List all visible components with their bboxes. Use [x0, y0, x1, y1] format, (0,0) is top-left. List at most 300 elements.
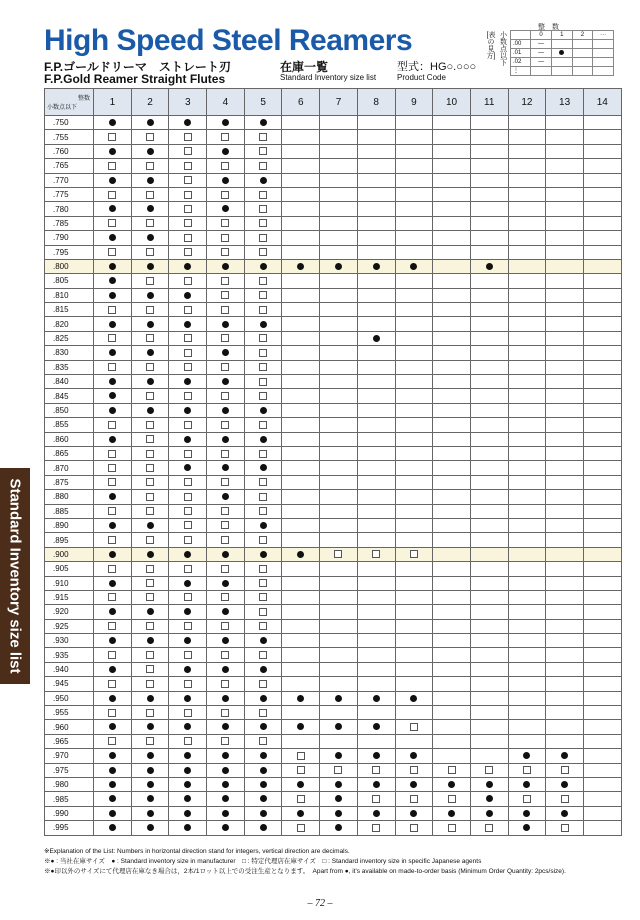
open-square-icon: [221, 593, 229, 601]
agent-stock-cell: [244, 159, 282, 173]
empty-cell: [395, 159, 433, 173]
row-label: .950: [45, 691, 94, 705]
manufacturer-stock-cell: [244, 691, 282, 705]
empty-cell: [282, 446, 320, 460]
manufacturer-stock-cell: [508, 749, 546, 763]
open-square-icon: [108, 593, 116, 601]
filled-dot-icon: [184, 695, 191, 702]
notes: [44, 847, 634, 877]
open-square-icon: [146, 191, 154, 199]
open-square-icon: [372, 795, 380, 803]
manufacturer-stock-cell: [244, 749, 282, 763]
open-square-icon: [221, 565, 229, 573]
filled-dot-icon: [260, 551, 267, 558]
table-row: [45, 792, 622, 806]
agent-stock-cell: [131, 187, 169, 201]
open-square-icon: [410, 824, 418, 832]
agent-stock-cell: [207, 360, 245, 374]
filled-dot-icon: [335, 695, 342, 702]
empty-cell: [395, 346, 433, 360]
table-row: [45, 475, 622, 489]
inventory-table: [44, 88, 622, 836]
legend-cell: [593, 67, 614, 76]
filled-dot-icon: [373, 752, 380, 759]
open-square-icon: [485, 766, 493, 774]
filled-dot-icon: [147, 349, 154, 356]
row-label: .805: [45, 274, 94, 288]
row-label: .990: [45, 806, 94, 820]
empty-cell: [583, 619, 621, 633]
row-label: .820: [45, 317, 94, 331]
open-square-icon: [221, 478, 229, 486]
empty-cell: [433, 216, 471, 230]
agent-stock-cell: [94, 619, 132, 633]
table-corner: [45, 89, 94, 116]
column-header: 9: [395, 89, 433, 116]
agent-stock-cell: [94, 216, 132, 230]
manufacturer-stock-cell: [282, 806, 320, 820]
table-row: [45, 562, 622, 576]
filled-dot-icon: [222, 464, 229, 471]
manufacturer-stock-cell: [244, 317, 282, 331]
agent-stock-cell: [244, 360, 282, 374]
table-row: [45, 231, 622, 245]
manufacturer-stock-cell: [169, 821, 207, 835]
agent-stock-cell: [244, 734, 282, 748]
empty-cell: [395, 375, 433, 389]
empty-cell: [320, 677, 358, 691]
open-square-icon: [221, 680, 229, 688]
empty-cell: [583, 375, 621, 389]
open-square-icon: [221, 363, 229, 371]
filled-dot-icon: [184, 637, 191, 644]
row-label: .785: [45, 216, 94, 230]
filled-dot-icon: [222, 795, 229, 802]
agent-stock-cell: [244, 418, 282, 432]
manufacturer-stock-cell: [207, 403, 245, 417]
empty-cell: [508, 590, 546, 604]
legend-cell: —: [531, 58, 552, 67]
empty-cell: [470, 490, 508, 504]
filled-dot-icon: [109, 723, 116, 730]
agent-stock-cell: [244, 648, 282, 662]
empty-cell: [320, 144, 358, 158]
manufacturer-stock-cell: [320, 806, 358, 820]
manufacturer-stock-cell: [94, 490, 132, 504]
empty-cell: [433, 245, 471, 259]
agent-stock-cell: [282, 749, 320, 763]
manufacturer-stock-cell: [395, 691, 433, 705]
empty-cell: [583, 317, 621, 331]
filled-dot-icon: [109, 767, 116, 774]
open-square-icon: [221, 392, 229, 400]
empty-cell: [583, 518, 621, 532]
agent-stock-cell: [244, 130, 282, 144]
row-label: .840: [45, 375, 94, 389]
legend-row-label: ⋮: [511, 67, 531, 76]
empty-cell: [433, 187, 471, 201]
empty-cell: [395, 173, 433, 187]
agent-stock-cell: [207, 504, 245, 518]
manufacturer-stock-cell: [131, 792, 169, 806]
table-row: [45, 821, 622, 835]
filled-dot-icon: [109, 119, 116, 126]
open-square-icon: [221, 450, 229, 458]
empty-cell: [583, 173, 621, 187]
manufacturer-stock-cell: [508, 806, 546, 820]
empty-cell: [282, 303, 320, 317]
empty-cell: [357, 173, 395, 187]
empty-cell: [583, 144, 621, 158]
filled-dot-icon: [147, 637, 154, 644]
open-square-icon: [372, 550, 380, 558]
agent-stock-cell: [470, 763, 508, 777]
filled-dot-icon: [184, 723, 191, 730]
manufacturer-stock-cell: [94, 274, 132, 288]
filled-dot-icon: [335, 810, 342, 817]
empty-cell: [470, 677, 508, 691]
empty-cell: [282, 403, 320, 417]
empty-cell: [282, 734, 320, 748]
open-square-icon: [259, 680, 267, 688]
filled-dot-icon: [184, 752, 191, 759]
filled-dot-icon: [109, 795, 116, 802]
filled-dot-icon: [410, 781, 417, 788]
manufacturer-stock-cell: [131, 317, 169, 331]
manufacturer-stock-cell: [169, 403, 207, 417]
empty-cell: [470, 245, 508, 259]
open-square-icon: [184, 349, 192, 357]
empty-cell: [546, 216, 584, 230]
agent-stock-cell: [169, 231, 207, 245]
empty-cell: [282, 461, 320, 475]
row-label: .920: [45, 605, 94, 619]
filled-dot-icon: [260, 795, 267, 802]
filled-dot-icon: [260, 781, 267, 788]
table-row: [45, 634, 622, 648]
manufacturer-stock-cell: [131, 720, 169, 734]
open-square-icon: [108, 737, 116, 745]
manufacturer-stock-cell: [207, 749, 245, 763]
table-row: [45, 187, 622, 201]
filled-dot-icon: [147, 608, 154, 615]
empty-cell: [433, 619, 471, 633]
filled-dot-icon: [410, 810, 417, 817]
agent-stock-cell: [207, 187, 245, 201]
filled-dot-icon: [410, 752, 417, 759]
filled-dot-icon: [109, 436, 116, 443]
open-square-icon: [372, 766, 380, 774]
empty-cell: [395, 130, 433, 144]
open-square-icon: [146, 651, 154, 659]
agent-stock-cell: [244, 677, 282, 691]
empty-cell: [282, 216, 320, 230]
empty-cell: [583, 634, 621, 648]
filled-dot-icon: [184, 666, 191, 673]
manufacturer-stock-cell: [207, 116, 245, 130]
empty-cell: [282, 648, 320, 662]
manufacturer-stock-cell: [169, 792, 207, 806]
open-square-icon: [259, 363, 267, 371]
empty-cell: [357, 187, 395, 201]
empty-cell: [357, 562, 395, 576]
empty-cell: [546, 346, 584, 360]
open-square-icon: [108, 536, 116, 544]
agent-stock-cell: [244, 490, 282, 504]
empty-cell: [508, 346, 546, 360]
open-square-icon: [184, 507, 192, 515]
row-label: .960: [45, 720, 94, 734]
legend-how-to-read: [表の見方]: [486, 32, 496, 60]
open-square-icon: [108, 622, 116, 630]
empty-cell: [508, 677, 546, 691]
open-square-icon: [184, 219, 192, 227]
agent-stock-cell: [244, 303, 282, 317]
agent-stock-cell: [244, 288, 282, 302]
open-square-icon: [108, 478, 116, 486]
empty-cell: [320, 116, 358, 130]
row-label: .975: [45, 763, 94, 777]
agent-stock-cell: [169, 518, 207, 532]
agent-stock-cell: [395, 821, 433, 835]
open-square-icon: [221, 234, 229, 242]
empty-cell: [508, 144, 546, 158]
manufacturer-stock-cell: [357, 806, 395, 820]
table-row: [45, 677, 622, 691]
filled-dot-icon: [222, 580, 229, 587]
filled-dot-icon: [147, 522, 154, 529]
table-row: [45, 346, 622, 360]
empty-cell: [282, 159, 320, 173]
agent-stock-cell: [395, 547, 433, 561]
filled-dot-icon: [184, 580, 191, 587]
table-row: [45, 518, 622, 532]
agent-stock-cell: [244, 605, 282, 619]
empty-cell: [320, 216, 358, 230]
agent-stock-cell: [131, 461, 169, 475]
manufacturer-stock-cell: [207, 806, 245, 820]
open-square-icon: [184, 421, 192, 429]
table-row: [45, 144, 622, 158]
agent-stock-cell: [94, 562, 132, 576]
open-square-icon: [184, 248, 192, 256]
empty-cell: [470, 231, 508, 245]
agent-stock-cell: [169, 590, 207, 604]
agent-stock-cell: [131, 360, 169, 374]
row-label: .815: [45, 303, 94, 317]
empty-cell: [320, 605, 358, 619]
row-label: .885: [45, 504, 94, 518]
table-row: [45, 590, 622, 604]
empty-cell: [433, 159, 471, 173]
filled-dot-icon: [561, 810, 568, 817]
empty-cell: [508, 375, 546, 389]
empty-cell: [320, 159, 358, 173]
legend-cell: [551, 40, 572, 49]
empty-cell: [583, 792, 621, 806]
filled-dot-icon: [147, 407, 154, 414]
empty-cell: [357, 317, 395, 331]
empty-cell: [546, 144, 584, 158]
filled-dot-icon: [109, 148, 116, 155]
manufacturer-stock-cell: [546, 806, 584, 820]
manufacturer-stock-cell: [207, 144, 245, 158]
empty-cell: [395, 461, 433, 475]
empty-cell: [546, 259, 584, 273]
empty-cell: [282, 231, 320, 245]
empty-cell: [508, 504, 546, 518]
manufacturer-stock-cell: [207, 691, 245, 705]
filled-dot-icon: [147, 551, 154, 558]
manufacturer-stock-cell: [131, 116, 169, 130]
side-tab-label: Standard Inventory size list: [6, 478, 24, 674]
filled-dot-icon: [260, 263, 267, 270]
empty-cell: [470, 432, 508, 446]
row-label: .870: [45, 461, 94, 475]
open-square-icon: [221, 709, 229, 717]
empty-cell: [395, 475, 433, 489]
table-row: [45, 691, 622, 705]
empty-cell: [546, 432, 584, 446]
open-square-icon: [146, 133, 154, 141]
filled-dot-icon: [222, 608, 229, 615]
empty-cell: [508, 159, 546, 173]
empty-cell: [320, 303, 358, 317]
manufacturer-stock-cell: [470, 806, 508, 820]
manufacturer-stock-cell: [94, 173, 132, 187]
manufacturer-stock-cell: [169, 763, 207, 777]
manufacturer-stock-cell: [169, 749, 207, 763]
filled-dot-icon: [486, 263, 493, 270]
agent-stock-cell: [169, 159, 207, 173]
legend-col-header: 2: [572, 31, 593, 40]
filled-dot-icon: [222, 436, 229, 443]
open-square-icon: [108, 363, 116, 371]
legend-row-label: .01: [511, 49, 531, 58]
empty-cell: [583, 677, 621, 691]
column-header: 7: [320, 89, 358, 116]
manufacturer-stock-cell: [207, 259, 245, 273]
empty-cell: [546, 605, 584, 619]
empty-cell: [546, 461, 584, 475]
manufacturer-stock-cell: [169, 605, 207, 619]
agent-stock-cell: [94, 418, 132, 432]
row-label: .965: [45, 734, 94, 748]
manufacturer-stock-cell: [433, 806, 471, 820]
manufacturer-stock-cell: [207, 490, 245, 504]
open-square-icon: [221, 334, 229, 342]
open-square-icon: [108, 133, 116, 141]
empty-cell: [357, 288, 395, 302]
row-label: .955: [45, 706, 94, 720]
open-square-icon: [184, 191, 192, 199]
column-header: 12: [508, 89, 546, 116]
manufacturer-stock-cell: [94, 317, 132, 331]
manufacturer-stock-cell: [169, 777, 207, 791]
empty-cell: [357, 245, 395, 259]
empty-cell: [395, 590, 433, 604]
filled-dot-icon: [109, 321, 116, 328]
row-label: .895: [45, 533, 94, 547]
row-label: .905: [45, 562, 94, 576]
agent-stock-cell: [169, 677, 207, 691]
legend-cell: [551, 67, 572, 76]
agent-stock-cell: [131, 562, 169, 576]
agent-stock-cell: [244, 346, 282, 360]
filled-dot-icon: [222, 824, 229, 831]
open-square-icon: [184, 478, 192, 486]
open-square-icon: [334, 766, 342, 774]
filled-dot-icon: [335, 263, 342, 270]
empty-cell: [546, 576, 584, 590]
manufacturer-stock-cell: [395, 749, 433, 763]
empty-cell: [583, 446, 621, 460]
empty-cell: [508, 475, 546, 489]
filled-dot-icon: [109, 407, 116, 414]
filled-dot-icon: [147, 810, 154, 817]
manufacturer-stock-cell: [131, 288, 169, 302]
filled-dot-icon: [147, 824, 154, 831]
empty-cell: [470, 303, 508, 317]
filled-dot-icon: [260, 767, 267, 774]
empty-cell: [433, 677, 471, 691]
empty-cell: [583, 749, 621, 763]
open-square-icon: [259, 709, 267, 717]
manufacturer-stock-cell: [320, 792, 358, 806]
empty-cell: [357, 418, 395, 432]
table-row: [45, 749, 622, 763]
empty-cell: [508, 389, 546, 403]
filled-dot-icon: [222, 205, 229, 212]
open-square-icon: [259, 378, 267, 386]
agent-stock-cell: [94, 303, 132, 317]
row-label: .890: [45, 518, 94, 532]
empty-cell: [508, 245, 546, 259]
empty-cell: [583, 360, 621, 374]
agent-stock-cell: [207, 216, 245, 230]
manufacturer-stock-cell: [244, 806, 282, 820]
filled-dot-icon: [147, 781, 154, 788]
empty-cell: [470, 547, 508, 561]
filled-dot-icon: [222, 637, 229, 644]
open-square-icon: [259, 622, 267, 630]
empty-cell: [546, 116, 584, 130]
table-row: [45, 763, 622, 777]
agent-stock-cell: [207, 562, 245, 576]
empty-cell: [357, 432, 395, 446]
manufacturer-stock-cell: [546, 749, 584, 763]
manufacturer-stock-cell: [94, 763, 132, 777]
row-label: .925: [45, 619, 94, 633]
agent-stock-cell: [169, 734, 207, 748]
filled-dot-icon: [260, 321, 267, 328]
filled-dot-icon: [410, 263, 417, 270]
empty-cell: [508, 259, 546, 273]
filled-dot-icon: [109, 493, 116, 500]
filled-dot-icon: [523, 810, 530, 817]
empty-cell: [282, 518, 320, 532]
empty-cell: [357, 403, 395, 417]
manufacturer-stock-cell: [357, 749, 395, 763]
agent-stock-cell: [244, 706, 282, 720]
empty-cell: [508, 446, 546, 460]
empty-cell: [546, 288, 584, 302]
filled-dot-icon: [373, 695, 380, 702]
model-code: 型式：HG○.○○○: [397, 61, 477, 73]
filled-dot-icon: [260, 695, 267, 702]
legend-row-label: .02: [511, 58, 531, 67]
open-square-icon: [410, 550, 418, 558]
